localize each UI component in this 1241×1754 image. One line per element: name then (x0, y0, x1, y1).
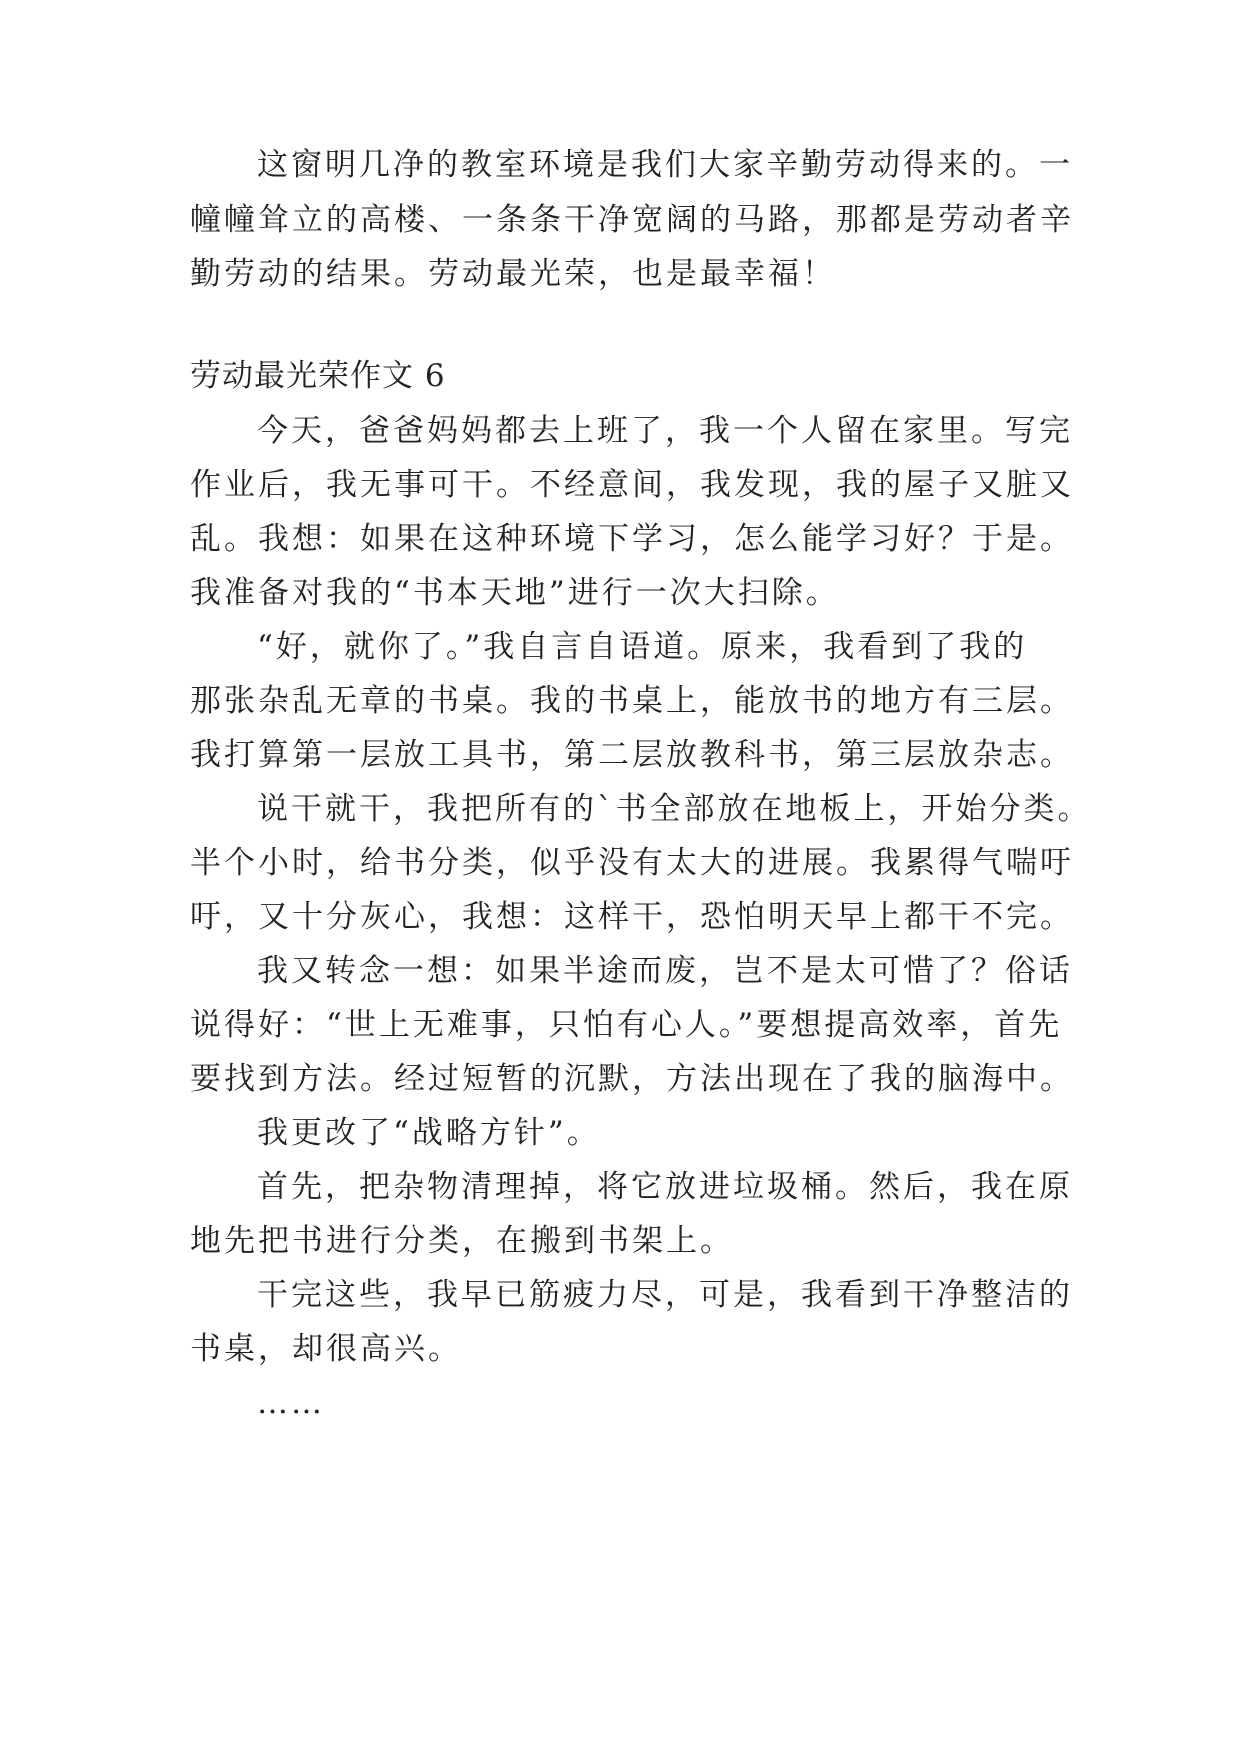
paragraph-line: 我打算第一层放工具书，第二层放教科书，第三层放杂志。 (190, 737, 1074, 773)
paragraph-line: 地先把书进行分类，在搬到书架上。 (190, 1223, 734, 1259)
ellipsis-line: …… (257, 1385, 325, 1421)
paragraph-line: 今天，爸爸妈妈都去上班了，我一个人留在家里。写完 (257, 413, 1073, 449)
paragraph-line: 幢幢耸立的高楼、一条条干净宽阔的马路，那都是劳动者辛 (190, 202, 1074, 238)
paragraph-line: 说干就干，我把所有的`书全部放在地板上，开始分类。 (257, 791, 1092, 827)
paragraph-line: 勤劳动的结果。劳动最光荣，也是最幸福！ (190, 256, 836, 292)
paragraph-line: 我更改了“战略方针”。 (257, 1115, 601, 1151)
section-heading: 劳动最光荣作文 6 (190, 358, 446, 394)
paragraph-line: 要找到方法。经过短暂的沉默，方法出现在了我的脑海中。 (190, 1061, 1074, 1097)
paragraph-line: 那张杂乱无章的书桌。我的书桌上，能放书的地方有三层。 (190, 683, 1074, 719)
paragraph-line: 作业后，我无事可干。不经意间，我发现，我的屋子又脏又 (190, 467, 1074, 503)
paragraph-line: 说得好：“世上无难事，只怕有心人。”要想提高效率，首先 (190, 1007, 1063, 1043)
paragraph-line: 书桌，却很高兴。 (190, 1331, 462, 1367)
paragraph-line: 我准备对我的“书本天地”进行一次大扫除。 (190, 575, 840, 611)
paragraph-line: 这窗明几净的教室环境是我们大家辛勤劳动得来的。一 (257, 147, 1073, 183)
paragraph-line: 干完这些，我早已筋疲力尽，可是，我看到干净整洁的 (257, 1277, 1073, 1313)
paragraph-line: 我又转念一想：如果半途而废，岂不是太可惜了？俗话 (257, 953, 1073, 989)
paragraph-line: 半个小时，给书分类，似乎没有太大的进展。我累得气喘吁 (190, 845, 1074, 881)
paragraph-line: 乱。我想：如果在这种环境下学习，怎么能学习好？于是。 (190, 521, 1074, 557)
paragraph-line: 首先，把杂物清理掉，将它放进垃圾桶。然后，我在原 (257, 1169, 1073, 1205)
paragraph-line: “好，就你了。”我自言自语道。原来，我看到了我的 (257, 629, 1028, 665)
paragraph-line: 吁，又十分灰心，我想：这样干，恐怕明天早上都干不完。 (190, 899, 1074, 935)
